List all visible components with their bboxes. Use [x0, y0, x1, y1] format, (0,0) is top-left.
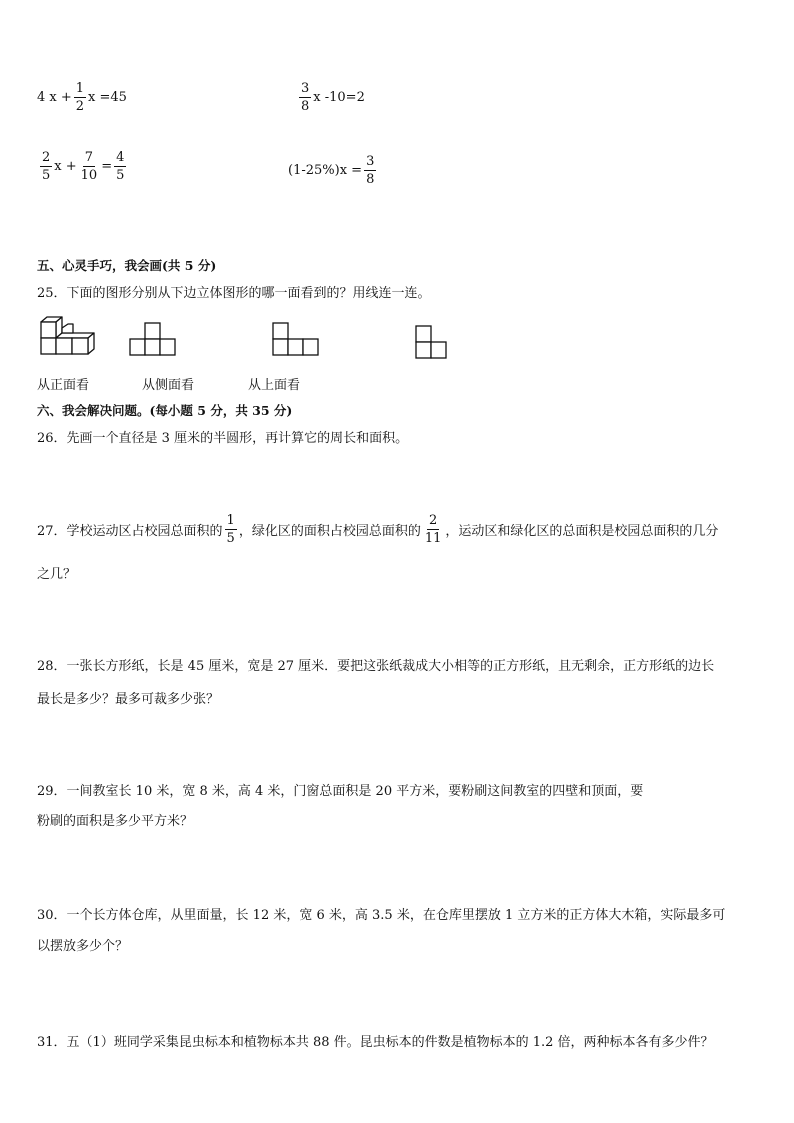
view-figure-1 — [130, 322, 176, 356]
question-31: 31．五（1）班同学采集昆虫标本和植物标本共 88 件。昆虫标本的件数是植物标本的 1.2 倍，两种标本各有多少件？ — [37, 1035, 714, 1050]
view-figure-2 — [273, 322, 319, 356]
label-front-view: 从正面看 — [37, 378, 90, 393]
question-29: 29．一间教室长 10 米，宽 8 米，高 4 米，门窗总面积是 20 平方米，要粉刷这间教室的四壁和顶面，要 — [37, 784, 644, 799]
eq2-fraction: $\frac{3}{8}$ — [301, 81, 310, 114]
section-6-heading: 六、我会解决问题。(每小题 5 分，共 35 分) — [37, 403, 293, 418]
equation-2 — [297, 82, 365, 113]
equation-1 — [37, 82, 127, 113]
question-30-line-2: 以摆放多少个？ — [37, 939, 129, 954]
q27-fraction-1: $\frac{1}{5}$ — [226, 513, 235, 546]
view-figure-3 — [416, 325, 448, 359]
question-27-line-2: 之几？ — [37, 567, 77, 582]
question-26: 26．先画一个直径是 3 厘米的半圆形，再计算它的周长和面积。 — [37, 431, 409, 446]
question-30: 30．一个长方体仓库，从里面量，长 12 米，宽 6 米，高 3.5 米，在仓库里摆放 1 立方米的正方体大木箱，实际最多可 — [37, 908, 726, 923]
label-top-view: 从上面看 — [248, 378, 301, 393]
eq1-left: 4 x + — [37, 90, 72, 105]
eq2-right: x -10=2 — [313, 90, 365, 105]
q27-fraction-2: $\frac{2}{11}$ — [424, 513, 442, 546]
eq1-fraction: $\frac{1}{2}$ — [75, 81, 85, 114]
question-29-line-2: 粉刷的面积是多少平方米？ — [37, 814, 194, 829]
eq3-equals: = — [101, 159, 113, 174]
question-28: 28．一张长方形纸，长是 45 厘米，宽是 27 厘米．要把这张纸裁成大小相等的正方形纸，且无剩余，正方形纸的边长 — [37, 659, 715, 674]
solid-figure — [38, 316, 100, 358]
eq3-fraction-1: $\frac{2}{5}$ — [42, 150, 51, 183]
section-5-heading: 五、心灵手巧，我会画(共 5 分) — [37, 258, 217, 273]
eq1-right: x =45 — [88, 90, 127, 105]
equation-3 — [38, 151, 128, 182]
equation-4 — [288, 155, 378, 186]
eq4-fraction: $\frac{3}{8}$ — [366, 154, 375, 187]
eq3-fraction-2: $\frac{7}{10}$ — [80, 150, 98, 183]
eq3-fraction-3: $\frac{4}{5}$ — [116, 150, 125, 183]
label-side-view: 从侧面看 — [142, 378, 195, 393]
question-25: 25．下面的图形分别从下边立体图形的哪一面看到的？用线连一连。 — [37, 286, 431, 301]
eq4-left: (1-25%)x = — [288, 163, 363, 178]
question-27: 27．学校运动区占校园总面积的 $\frac{1}{5}$ ，绿化区的面积占校园总面积的 $\frac{2}{11}$ ，运动区和绿化区的总面积是校园总面积的几分 — [37, 513, 719, 546]
eq3-mid: x + — [54, 159, 77, 174]
question-28-line-2: 最长是多少？最多可裁多少张？ — [37, 692, 220, 707]
